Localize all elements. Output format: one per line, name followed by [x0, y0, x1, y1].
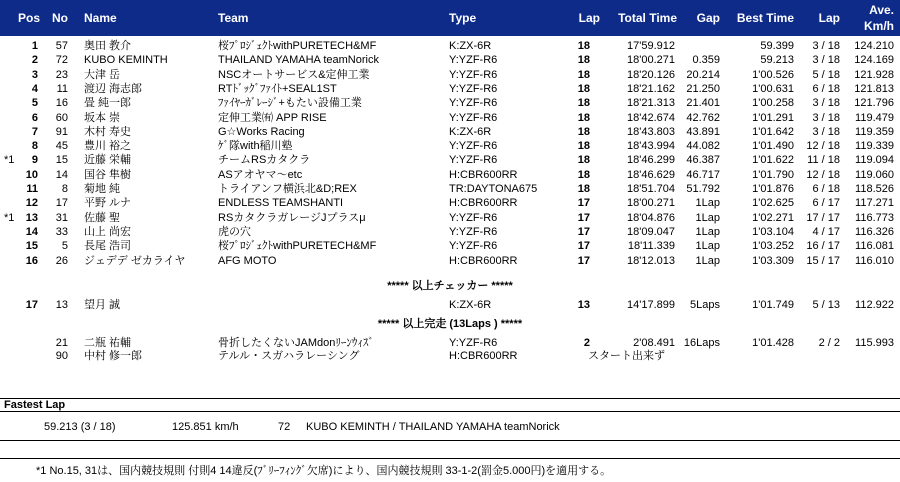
row-team: ｹﾞ隊with稲川塾 — [218, 140, 293, 153]
fastest-lap-time: 59.213 (3 / 18) — [44, 421, 116, 433]
row-penalty-mark: *1 — [4, 154, 15, 167]
row-pos: 12 — [25, 197, 38, 210]
row-lap: 17 — [577, 240, 590, 253]
row-best-lap: 6 / 18 — [812, 183, 840, 195]
row-best-lap: 3 / 18 — [812, 111, 840, 124]
header-gap: Gap — [696, 11, 720, 25]
header-team: Team — [218, 11, 249, 25]
row-team: THAILAND YAMAHA teamNorick — [218, 54, 379, 67]
header-ave: Ave. — [869, 3, 894, 17]
row-lap: 18 — [577, 111, 590, 124]
row-best-lap: 16 / 17 — [806, 240, 840, 253]
row-total-time: 18'43.803 — [627, 125, 675, 138]
complete-separator: ***** 以上完走 (13Laps ) ***** — [377, 318, 523, 330]
row-gap: 1Lap — [695, 211, 720, 224]
row-type: H:CBR600RR — [449, 350, 518, 362]
row-no: 13 — [55, 299, 68, 311]
row-total-time: 18'04.876 — [627, 211, 675, 224]
row-team: ENDLESS TEAMSHANTI — [218, 197, 344, 210]
row-lap: 18 — [577, 183, 590, 195]
row-no: 8 — [61, 183, 68, 195]
row-total-time: 18'21.162 — [627, 82, 675, 95]
row-team: 桜ﾌﾟﾛｼﾞｪｸﾄwithPURETECH&MF — [218, 240, 377, 253]
table-row — [0, 112, 900, 124]
header-lap: Lap — [578, 11, 600, 25]
row-best-time: 1'01.490 — [752, 140, 794, 153]
row-gap: 44.082 — [686, 140, 720, 153]
row-penalty-mark: *1 — [4, 211, 15, 224]
row-no: 91 — [55, 125, 68, 138]
row-pos: 13 — [25, 211, 38, 224]
row-gap: 20.214 — [686, 68, 720, 81]
row-best-time: 59.399 — [760, 40, 794, 52]
row-total-time: 18'00.271 — [627, 197, 675, 210]
row-best-lap: 5 / 13 — [812, 299, 840, 311]
row-no: 45 — [55, 140, 68, 153]
row-gap: 1Lap — [695, 197, 720, 210]
row-name: 中村 修一郎 — [84, 350, 143, 362]
row-best-time: 1'00.631 — [752, 82, 794, 95]
row-best-time: 1'01.749 — [752, 299, 794, 311]
row-name: 望月 誠 — [84, 299, 121, 311]
row-pos: 9 — [31, 154, 38, 167]
table-row — [0, 169, 900, 181]
header-best-time: Best Time — [736, 11, 794, 25]
row-status: スタート出来ず — [588, 350, 665, 362]
row-pos: 5 — [31, 97, 38, 110]
row-gap: 42.762 — [686, 111, 720, 124]
header-kmh: Km/h — [864, 19, 894, 33]
table-row — [0, 337, 900, 349]
table-row — [0, 97, 900, 109]
row-name: 菊地 純 — [84, 183, 121, 195]
row-total-time: 2'08.491 — [633, 337, 675, 349]
row-total-time: 18'46.299 — [627, 154, 675, 167]
table-row — [0, 197, 900, 209]
row-name: 畳 純一郎 — [84, 97, 132, 110]
row-best-time: 1'01.790 — [752, 168, 794, 181]
header-best-lap: Lap — [818, 11, 840, 25]
row-gap: 43.891 — [686, 125, 720, 138]
header-name: Name — [84, 11, 117, 25]
row-best-time: 59.213 — [760, 54, 794, 67]
table-row — [0, 126, 900, 138]
row-ave: 116.081 — [855, 240, 894, 253]
row-best-time: 1'02.625 — [752, 197, 794, 210]
row-gap: 1Lap — [695, 240, 720, 253]
row-no: 11 — [56, 82, 68, 95]
row-gap: 46.717 — [686, 168, 720, 181]
row-gap: 21.401 — [686, 97, 720, 110]
row-ave: 121.928 — [854, 68, 894, 81]
row-team: ASアオヤマ〜etc — [218, 168, 303, 181]
row-best-lap: 6 / 18 — [812, 82, 840, 95]
row-lap: 18 — [577, 154, 590, 167]
row-lap: 18 — [577, 82, 590, 95]
row-best-lap: 2 / 2 — [818, 337, 840, 349]
row-team: 虎の穴 — [218, 225, 251, 238]
fastest-lap-no: 72 — [278, 421, 291, 433]
row-team: 定伸工業㈲ APP RISE — [218, 111, 327, 124]
row-pos: 15 — [25, 240, 38, 253]
row-ave: 119.359 — [855, 125, 894, 138]
row-no: 14 — [55, 168, 68, 181]
row-lap: 17 — [577, 197, 590, 210]
row-ave: 116.010 — [855, 254, 894, 267]
row-type: Y:YZF-R6 — [449, 154, 498, 167]
row-type: H:CBR600RR — [449, 168, 518, 181]
fastest-lap-title: Fastest Lap — [4, 399, 66, 411]
row-team: テルル・スガハラレーシング — [218, 350, 360, 362]
row-pos: 3 — [31, 68, 38, 81]
row-total-time: 18'42.674 — [627, 111, 675, 124]
row-gap: 16Laps — [683, 337, 720, 349]
row-best-lap: 3 / 18 — [812, 125, 840, 138]
header-type: Type — [449, 11, 477, 25]
row-type: Y:YZF-R6 — [449, 337, 498, 349]
row-team: RSカタクラガレージJプラスμ — [218, 211, 366, 224]
row-type: Y:YZF-R6 — [449, 140, 498, 153]
row-ave: 116.773 — [855, 211, 894, 224]
row-gap: 5Laps — [690, 299, 720, 311]
row-gap: 51.792 — [686, 183, 720, 195]
divider — [0, 458, 900, 459]
row-type: H:CBR600RR — [449, 197, 518, 210]
row-name: 渡辺 海志郎 — [84, 82, 143, 95]
row-lap: 17 — [577, 211, 590, 224]
fastest-lap-speed: 125.851 km/h — [172, 421, 239, 433]
table-row — [0, 183, 900, 195]
row-team: 骨折したくないJAMdonﾘｰﾝｳｨｽﾞ — [218, 337, 374, 349]
row-pos: 7 — [31, 125, 38, 138]
row-total-time: 18'00.271 — [627, 54, 675, 67]
row-team: AFG MOTO — [218, 254, 277, 267]
row-team: NSCオートサービス&定伸工業 — [218, 68, 370, 81]
row-lap: 18 — [577, 168, 590, 181]
row-no: 57 — [55, 40, 68, 52]
row-name: 山上 尚宏 — [84, 225, 132, 238]
row-lap: 17 — [577, 254, 590, 267]
row-no: 60 — [55, 111, 68, 124]
row-type: K:ZX-6R — [449, 299, 492, 311]
row-lap: 18 — [577, 125, 590, 138]
row-team: チームRSカタクラ — [218, 154, 311, 167]
row-no: 21 — [55, 337, 68, 349]
table-row — [0, 54, 900, 66]
row-name: 坂本 崇 — [84, 111, 121, 124]
table-row — [0, 40, 900, 52]
row-type: Y:YZF-R6 — [449, 82, 498, 95]
row-lap: 13 — [577, 299, 590, 311]
row-name: 長尾 浩司 — [84, 240, 132, 253]
row-best-time: 1'03.309 — [752, 254, 794, 267]
row-ave: 124.210 — [854, 40, 894, 52]
table-row — [0, 299, 900, 311]
row-total-time: 14'17.899 — [627, 299, 675, 311]
row-best-lap: 15 / 17 — [806, 254, 840, 267]
row-gap: 21.250 — [686, 82, 720, 95]
row-type: Y:YZF-R6 — [449, 240, 498, 253]
row-type: Y:YZF-R6 — [449, 225, 498, 238]
row-type: Y:YZF-R6 — [449, 68, 498, 81]
row-best-lap: 11 / 18 — [807, 154, 840, 167]
row-gap: 1Lap — [695, 225, 720, 238]
row-type: K:ZX-6R — [449, 40, 492, 52]
table-row — [0, 212, 900, 224]
row-total-time: 18'21.313 — [627, 97, 675, 110]
row-pos: 16 — [25, 254, 38, 267]
row-no: 23 — [55, 68, 68, 81]
row-name: 平野 ルナ — [84, 197, 132, 210]
row-ave: 119.060 — [855, 168, 894, 181]
row-name: 二瓶 祐輔 — [84, 337, 132, 349]
row-pos: 10 — [25, 168, 38, 181]
row-lap: 18 — [577, 140, 590, 153]
checker-separator: ***** 以上チェッカー ***** — [387, 280, 513, 292]
row-pos: 8 — [31, 140, 38, 153]
table-row — [0, 69, 900, 81]
row-best-time: 1'01.642 — [752, 125, 794, 138]
header-pos: Pos — [18, 11, 41, 25]
row-pos: 6 — [31, 111, 38, 124]
table-row — [0, 140, 900, 152]
row-best-lap: 3 / 18 — [812, 40, 840, 52]
row-name: 大津 岳 — [84, 68, 121, 81]
row-team: G☆Works Racing — [218, 125, 305, 138]
row-best-time: 1'00.526 — [752, 68, 794, 81]
row-team: ﾌｧｲﾔｰｶﾞﾚｰｼﾞ+もたい設備工業 — [218, 97, 362, 110]
row-no: 16 — [55, 97, 68, 110]
row-total-time: 18'46.629 — [627, 168, 675, 181]
row-name: 豊川 裕之 — [84, 140, 132, 153]
row-best-time: 1'01.876 — [752, 183, 794, 195]
row-best-lap: 12 / 18 — [806, 168, 840, 181]
row-ave: 124.169 — [854, 54, 894, 67]
row-best-time: 1'00.258 — [752, 97, 794, 110]
row-total-time: 18'43.994 — [627, 140, 675, 153]
row-name: 国谷 隼樹 — [84, 168, 132, 181]
row-pos: 1 — [31, 40, 38, 52]
fastest-lap-desc: KUBO KEMINTH / THAILAND YAMAHA teamNorick — [306, 421, 560, 433]
row-no: 17 — [55, 197, 68, 210]
row-gap: 46.387 — [686, 154, 720, 167]
row-total-time: 18'12.013 — [627, 254, 675, 267]
row-type: H:CBR600RR — [449, 254, 518, 267]
row-pos: 11 — [26, 183, 38, 195]
table-row — [0, 226, 900, 238]
row-ave: 112.922 — [855, 299, 894, 311]
row-ave: 121.796 — [854, 97, 894, 110]
table-row — [0, 350, 900, 362]
row-team: 桜ﾌﾟﾛｼﾞｪｸﾄwithPURETECH&MF — [218, 40, 377, 52]
footnote: *1 No.15, 31は、国内競技規則 付則4 14違反(ﾌﾞﾘｰﾌｨﾝｸﾞ欠席)により、国内競技規則 33-1-2(罰金5.000円)を適用する。 — [36, 465, 612, 477]
row-ave: 118.526 — [855, 183, 894, 195]
table-row — [0, 240, 900, 252]
row-no: 15 — [55, 154, 68, 167]
row-no: 5 — [61, 240, 68, 253]
row-best-time: 1'01.291 — [752, 111, 794, 124]
row-type: K:ZX-6R — [449, 125, 492, 138]
row-best-lap: 17 / 17 — [806, 211, 840, 224]
row-name: ジェデデ ゼカライヤ — [84, 254, 186, 267]
row-no: 90 — [55, 350, 68, 362]
row-name: 佐藤 聖 — [84, 211, 121, 224]
row-lap: 18 — [577, 40, 590, 52]
row-ave: 115.993 — [855, 337, 894, 349]
row-lap: 2 — [583, 337, 590, 349]
row-total-time: 17'59.912 — [627, 40, 675, 52]
row-best-time: 1'01.428 — [752, 337, 794, 349]
row-total-time: 18'09.047 — [627, 225, 675, 238]
row-pos: 14 — [25, 225, 38, 238]
header-total-time: Total Time — [618, 11, 677, 25]
row-team: トライアンフ横浜北&D;REX — [218, 183, 357, 195]
row-ave: 117.271 — [855, 197, 894, 210]
header-no: No — [52, 11, 68, 25]
table-row — [0, 255, 900, 267]
row-best-lap: 6 / 17 — [812, 197, 840, 210]
row-ave: 116.326 — [855, 225, 894, 238]
table-row — [0, 83, 900, 95]
row-no: 72 — [55, 54, 68, 67]
row-pos: 17 — [25, 299, 38, 311]
row-pos: 2 — [31, 54, 38, 67]
fastest-lap-heading — [0, 398, 900, 412]
row-best-time: 1'02.271 — [752, 211, 794, 224]
row-gap: 1Lap — [695, 254, 720, 267]
row-type: Y:YZF-R6 — [449, 111, 498, 124]
row-lap: 18 — [577, 54, 590, 67]
row-best-time: 1'01.622 — [752, 154, 794, 167]
row-type: Y:YZF-R6 — [449, 211, 498, 224]
row-best-lap: 4 / 17 — [812, 225, 840, 238]
divider — [0, 440, 900, 441]
row-team: RTﾄﾞｯｸﾞﾌｧｲﾄ+SEAL1ST — [218, 82, 337, 95]
row-best-lap: 3 / 18 — [812, 54, 840, 67]
row-type: Y:YZF-R6 — [449, 54, 498, 67]
row-best-lap: 3 / 18 — [812, 97, 840, 110]
row-lap: 18 — [577, 68, 590, 81]
row-name: KUBO KEMINTH — [84, 54, 168, 67]
row-no: 26 — [55, 254, 68, 267]
row-type: Y:YZF-R6 — [449, 97, 498, 110]
row-lap: 18 — [577, 97, 590, 110]
row-best-lap: 12 / 18 — [806, 140, 840, 153]
row-lap: 17 — [577, 225, 590, 238]
row-best-time: 1'03.252 — [752, 240, 794, 253]
table-row — [0, 154, 900, 166]
row-ave: 119.094 — [855, 154, 894, 167]
row-pos: 4 — [31, 82, 38, 95]
row-total-time: 18'11.339 — [627, 240, 675, 253]
row-name: 木村 寿史 — [84, 125, 132, 138]
row-best-lap: 5 / 18 — [812, 68, 840, 81]
row-ave: 119.479 — [855, 111, 894, 124]
row-total-time: 18'51.704 — [627, 183, 675, 195]
row-name: 奥田 教介 — [84, 40, 132, 52]
row-total-time: 18'20.126 — [627, 68, 675, 81]
row-no: 31 — [55, 211, 68, 224]
results-header-bar — [0, 0, 900, 36]
row-best-time: 1'03.104 — [752, 225, 794, 238]
row-ave: 121.813 — [854, 82, 894, 95]
row-name: 近藤 栄輔 — [84, 154, 132, 167]
row-no: 33 — [55, 225, 68, 238]
row-ave: 119.339 — [855, 140, 894, 153]
row-type: TR:DAYTONA675 — [449, 183, 538, 195]
row-gap: 0.359 — [692, 54, 720, 67]
